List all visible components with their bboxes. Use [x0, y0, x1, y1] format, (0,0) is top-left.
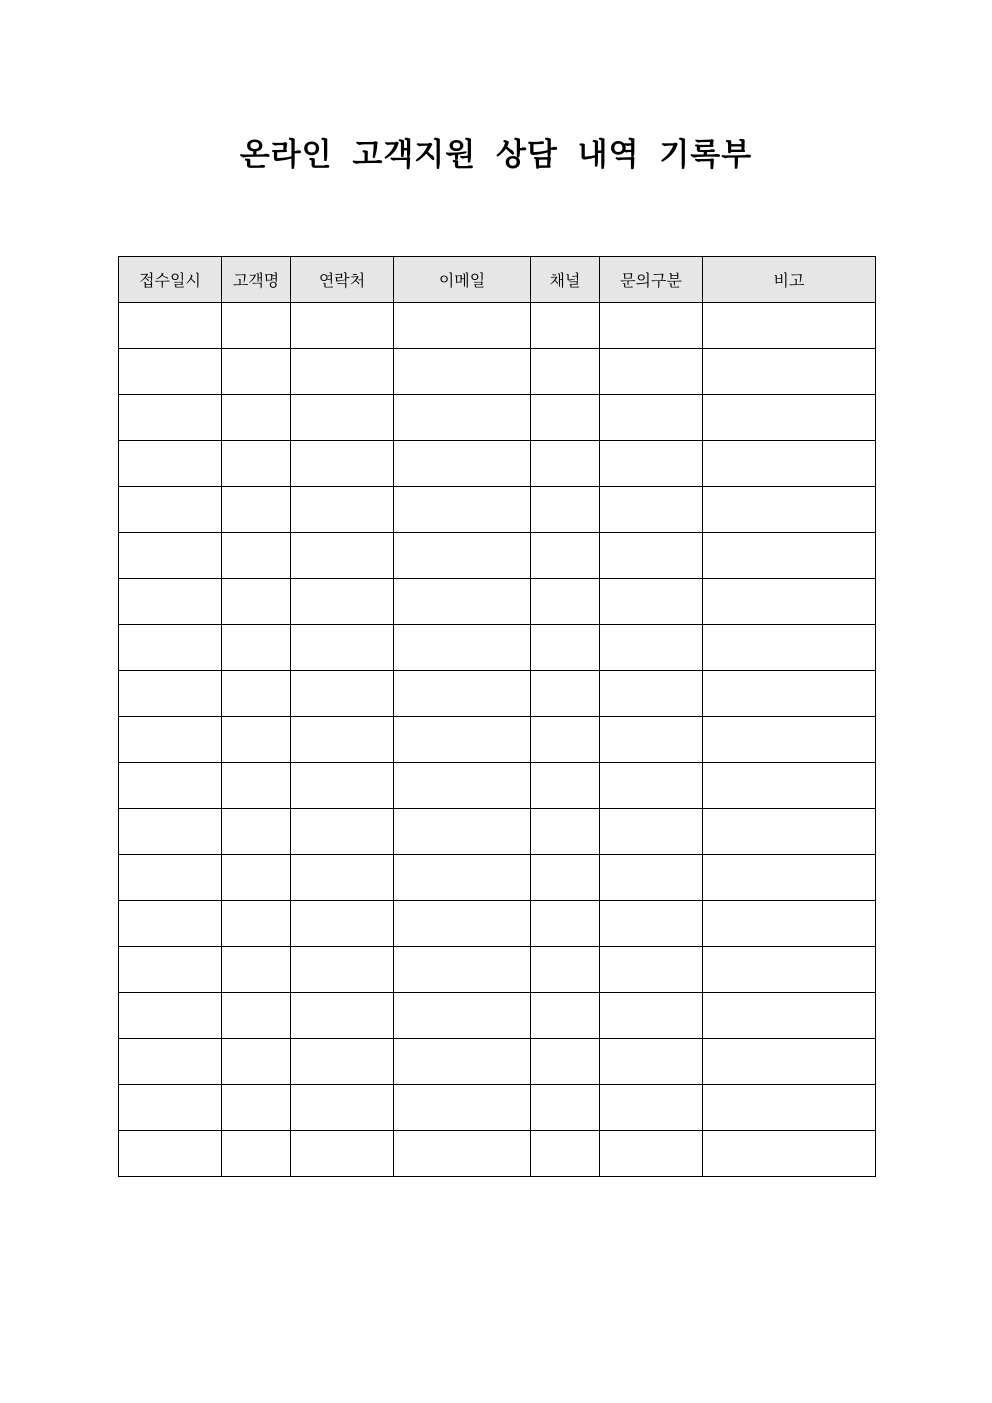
cell-received-datetime[interactable] [119, 625, 222, 671]
cell-inquiry-type[interactable] [600, 533, 703, 579]
cell-inquiry-type[interactable] [600, 349, 703, 395]
cell-inquiry-type[interactable] [600, 487, 703, 533]
cell-customer-name[interactable] [222, 947, 291, 993]
column-header-email: 이메일 [394, 257, 531, 303]
cell-email[interactable] [394, 1131, 531, 1177]
cell-email[interactable] [394, 671, 531, 717]
cell-received-datetime[interactable] [119, 395, 222, 441]
cell-contact[interactable] [291, 487, 394, 533]
cell-inquiry-type[interactable] [600, 1085, 703, 1131]
table-row [119, 441, 876, 487]
cell-customer-name[interactable] [222, 303, 291, 349]
cell-received-datetime[interactable] [119, 303, 222, 349]
cell-inquiry-type[interactable] [600, 441, 703, 487]
table-body [119, 303, 876, 1177]
table-row [119, 625, 876, 671]
cell-received-datetime[interactable] [119, 349, 222, 395]
column-header-remarks: 비고 [703, 257, 876, 303]
column-header-contact: 연락처 [291, 257, 394, 303]
cell-received-datetime[interactable] [119, 441, 222, 487]
cell-received-datetime[interactable] [119, 855, 222, 901]
table-row [119, 671, 876, 717]
table-row [119, 717, 876, 763]
cell-customer-name[interactable] [222, 487, 291, 533]
cell-contact[interactable] [291, 671, 394, 717]
table-row [119, 349, 876, 395]
table-row [119, 809, 876, 855]
cell-customer-name[interactable] [222, 395, 291, 441]
column-header-customer-name: 고객명 [222, 257, 291, 303]
cell-inquiry-type[interactable] [600, 395, 703, 441]
cell-customer-name[interactable] [222, 441, 291, 487]
cell-contact[interactable] [291, 395, 394, 441]
table-row [119, 855, 876, 901]
cell-customer-name[interactable] [222, 625, 291, 671]
cell-email[interactable] [394, 303, 531, 349]
cell-received-datetime[interactable] [119, 1085, 222, 1131]
cell-channel[interactable] [531, 901, 600, 947]
cell-remarks[interactable] [703, 349, 876, 395]
cell-received-datetime[interactable] [119, 1039, 222, 1085]
cell-customer-name[interactable] [222, 763, 291, 809]
header-row [119, 257, 876, 303]
cell-customer-name[interactable] [222, 993, 291, 1039]
cell-customer-name[interactable] [222, 809, 291, 855]
table-row [119, 533, 876, 579]
cell-remarks[interactable] [703, 763, 876, 809]
consultation-log-table [118, 256, 876, 1177]
cell-email[interactable] [394, 993, 531, 1039]
cell-contact[interactable] [291, 625, 394, 671]
cell-customer-name[interactable] [222, 1039, 291, 1085]
cell-customer-name[interactable] [222, 717, 291, 763]
cell-remarks[interactable] [703, 487, 876, 533]
cell-contact[interactable] [291, 349, 394, 395]
cell-remarks[interactable] [703, 993, 876, 1039]
cell-received-datetime[interactable] [119, 809, 222, 855]
cell-contact[interactable] [291, 1131, 394, 1177]
cell-channel[interactable] [531, 671, 600, 717]
cell-received-datetime[interactable] [119, 579, 222, 625]
cell-customer-name[interactable] [222, 533, 291, 579]
cell-channel[interactable] [531, 349, 600, 395]
document-title: 온라인 고객지원 상담 내역 기록부 [239, 137, 753, 173]
cell-received-datetime[interactable] [119, 947, 222, 993]
cell-inquiry-type[interactable] [600, 303, 703, 349]
cell-inquiry-type[interactable] [600, 579, 703, 625]
cell-channel[interactable] [531, 763, 600, 809]
cell-channel[interactable] [531, 947, 600, 993]
cell-channel[interactable] [531, 487, 600, 533]
cell-channel[interactable] [531, 1131, 600, 1177]
cell-inquiry-type[interactable] [600, 901, 703, 947]
cell-customer-name[interactable] [222, 671, 291, 717]
cell-email[interactable] [394, 901, 531, 947]
cell-channel[interactable] [531, 533, 600, 579]
table-row [119, 993, 876, 1039]
cell-remarks[interactable] [703, 947, 876, 993]
column-header-inquiry-type: 문의구분 [600, 257, 703, 303]
cell-email[interactable] [394, 717, 531, 763]
cell-channel[interactable] [531, 441, 600, 487]
cell-email[interactable] [394, 855, 531, 901]
table-row [119, 901, 876, 947]
cell-remarks[interactable] [703, 1085, 876, 1131]
cell-contact[interactable] [291, 763, 394, 809]
cell-contact[interactable] [291, 993, 394, 1039]
cell-remarks[interactable] [703, 1131, 876, 1177]
cell-received-datetime[interactable] [119, 993, 222, 1039]
table-row [119, 487, 876, 533]
cell-channel[interactable] [531, 717, 600, 763]
cell-email[interactable] [394, 947, 531, 993]
cell-email[interactable] [394, 487, 531, 533]
cell-remarks[interactable] [703, 809, 876, 855]
table-row [119, 1085, 876, 1131]
cell-customer-name[interactable] [222, 1085, 291, 1131]
cell-inquiry-type[interactable] [600, 717, 703, 763]
cell-email[interactable] [394, 809, 531, 855]
cell-channel[interactable] [531, 625, 600, 671]
cell-inquiry-type[interactable] [600, 671, 703, 717]
cell-customer-name[interactable] [222, 855, 291, 901]
cell-remarks[interactable] [703, 441, 876, 487]
cell-channel[interactable] [531, 579, 600, 625]
cell-remarks[interactable] [703, 717, 876, 763]
cell-channel[interactable] [531, 395, 600, 441]
cell-remarks[interactable] [703, 855, 876, 901]
table-row [119, 1131, 876, 1177]
column-header-channel: 채널 [531, 257, 600, 303]
cell-received-datetime[interactable] [119, 717, 222, 763]
cell-channel[interactable] [531, 1039, 600, 1085]
cell-received-datetime[interactable] [119, 763, 222, 809]
cell-received-datetime[interactable] [119, 487, 222, 533]
cell-inquiry-type[interactable] [600, 763, 703, 809]
cell-received-datetime[interactable] [119, 671, 222, 717]
cell-remarks[interactable] [703, 671, 876, 717]
cell-customer-name[interactable] [222, 901, 291, 947]
cell-channel[interactable] [531, 993, 600, 1039]
cell-contact[interactable] [291, 1039, 394, 1085]
cell-contact[interactable] [291, 1085, 394, 1131]
cell-contact[interactable] [291, 717, 394, 763]
cell-received-datetime[interactable] [119, 901, 222, 947]
table-row [119, 947, 876, 993]
table-row [119, 1039, 876, 1085]
cell-email[interactable] [394, 579, 531, 625]
cell-email[interactable] [394, 349, 531, 395]
cell-contact[interactable] [291, 441, 394, 487]
cell-remarks[interactable] [703, 533, 876, 579]
table-row [119, 303, 876, 349]
cell-remarks[interactable] [703, 579, 876, 625]
cell-email[interactable] [394, 395, 531, 441]
cell-remarks[interactable] [703, 901, 876, 947]
cell-remarks[interactable] [703, 1039, 876, 1085]
cell-email[interactable] [394, 763, 531, 809]
cell-channel[interactable] [531, 303, 600, 349]
cell-channel[interactable] [531, 809, 600, 855]
cell-customer-name[interactable] [222, 579, 291, 625]
cell-customer-name[interactable] [222, 1131, 291, 1177]
cell-inquiry-type[interactable] [600, 947, 703, 993]
cell-channel[interactable] [531, 855, 600, 901]
cell-email[interactable] [394, 533, 531, 579]
cell-inquiry-type[interactable] [600, 855, 703, 901]
cell-email[interactable] [394, 625, 531, 671]
cell-remarks[interactable] [703, 395, 876, 441]
cell-customer-name[interactable] [222, 349, 291, 395]
cell-inquiry-type[interactable] [600, 809, 703, 855]
cell-email[interactable] [394, 1039, 531, 1085]
cell-inquiry-type[interactable] [600, 993, 703, 1039]
cell-contact[interactable] [291, 303, 394, 349]
cell-inquiry-type[interactable] [600, 625, 703, 671]
table-row [119, 395, 876, 441]
cell-email[interactable] [394, 441, 531, 487]
table-row [119, 579, 876, 625]
cell-remarks[interactable] [703, 625, 876, 671]
cell-contact[interactable] [291, 579, 394, 625]
table-row [119, 763, 876, 809]
cell-remarks[interactable] [703, 303, 876, 349]
cell-email[interactable] [394, 1085, 531, 1131]
cell-received-datetime[interactable] [119, 1131, 222, 1177]
column-header-received-datetime: 접수일시 [119, 257, 222, 303]
cell-contact[interactable] [291, 533, 394, 579]
cell-contact[interactable] [291, 855, 394, 901]
cell-contact[interactable] [291, 901, 394, 947]
cell-received-datetime[interactable] [119, 533, 222, 579]
cell-inquiry-type[interactable] [600, 1131, 703, 1177]
cell-channel[interactable] [531, 1085, 600, 1131]
cell-inquiry-type[interactable] [600, 1039, 703, 1085]
cell-contact[interactable] [291, 947, 394, 993]
cell-contact[interactable] [291, 809, 394, 855]
